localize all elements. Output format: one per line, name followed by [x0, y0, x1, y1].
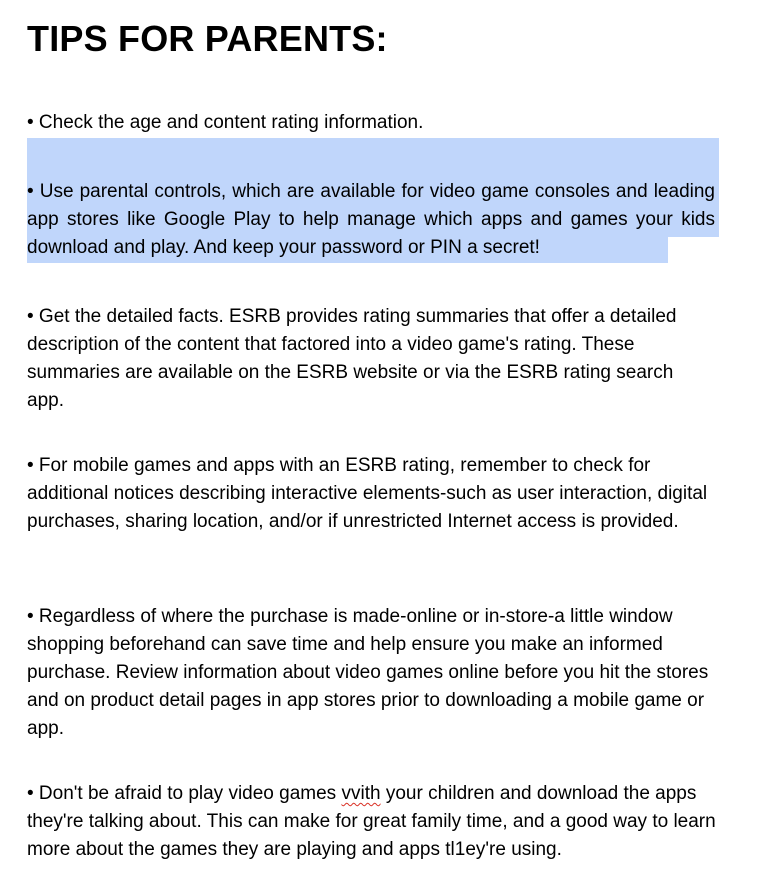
- tip-paragraph[interactable]: • Regardless of where the purchase is made-online or in-store-a little window shopping beforehand can save time and help ensure you make an informed purchase. Review information about video games online before you hit the stores and on product detail pages in app stores prior to downloading a mobile game or app.: [27, 606, 709, 739]
- tip-paragraph[interactable]: • Get the detailed facts. ESRB provides rating summaries that offer a detailed description of the content that factored into a video game's rating. These summaries are available on the ESRB website or via the ESRB rating search app.: [27, 306, 677, 411]
- tip-paragraph[interactable]: • Check the age and content rating information.: [27, 112, 424, 133]
- document-title: TIPS FOR PARENTS:: [27, 18, 388, 59]
- tip-paragraph[interactable]: • For mobile games and apps with an ESRB rating, remember to check for additional notices describing interactive elements-such as user interaction, digital purchases, sharing location, and/or if unrestricted Internet access is provided.: [27, 455, 708, 532]
- tip-text: • Don't be afraid to play video games: [27, 783, 342, 804]
- tip-paragraph[interactable]: [27, 780, 717, 864]
- misspelled-word[interactable]: vvith: [341, 783, 381, 804]
- tip-paragraph-selected[interactable]: • Use parental controls, which are available for video game consoles and leading app stores like Google Play to help manage which apps and games your kids download and play. And keep your password or PIN a secret!: [27, 181, 715, 258]
- tip-text: your children and download the apps they're talking about. This can make for great family time, and a good way to learn more about the games they are playing and apps tl1ey're using.: [27, 783, 716, 860]
